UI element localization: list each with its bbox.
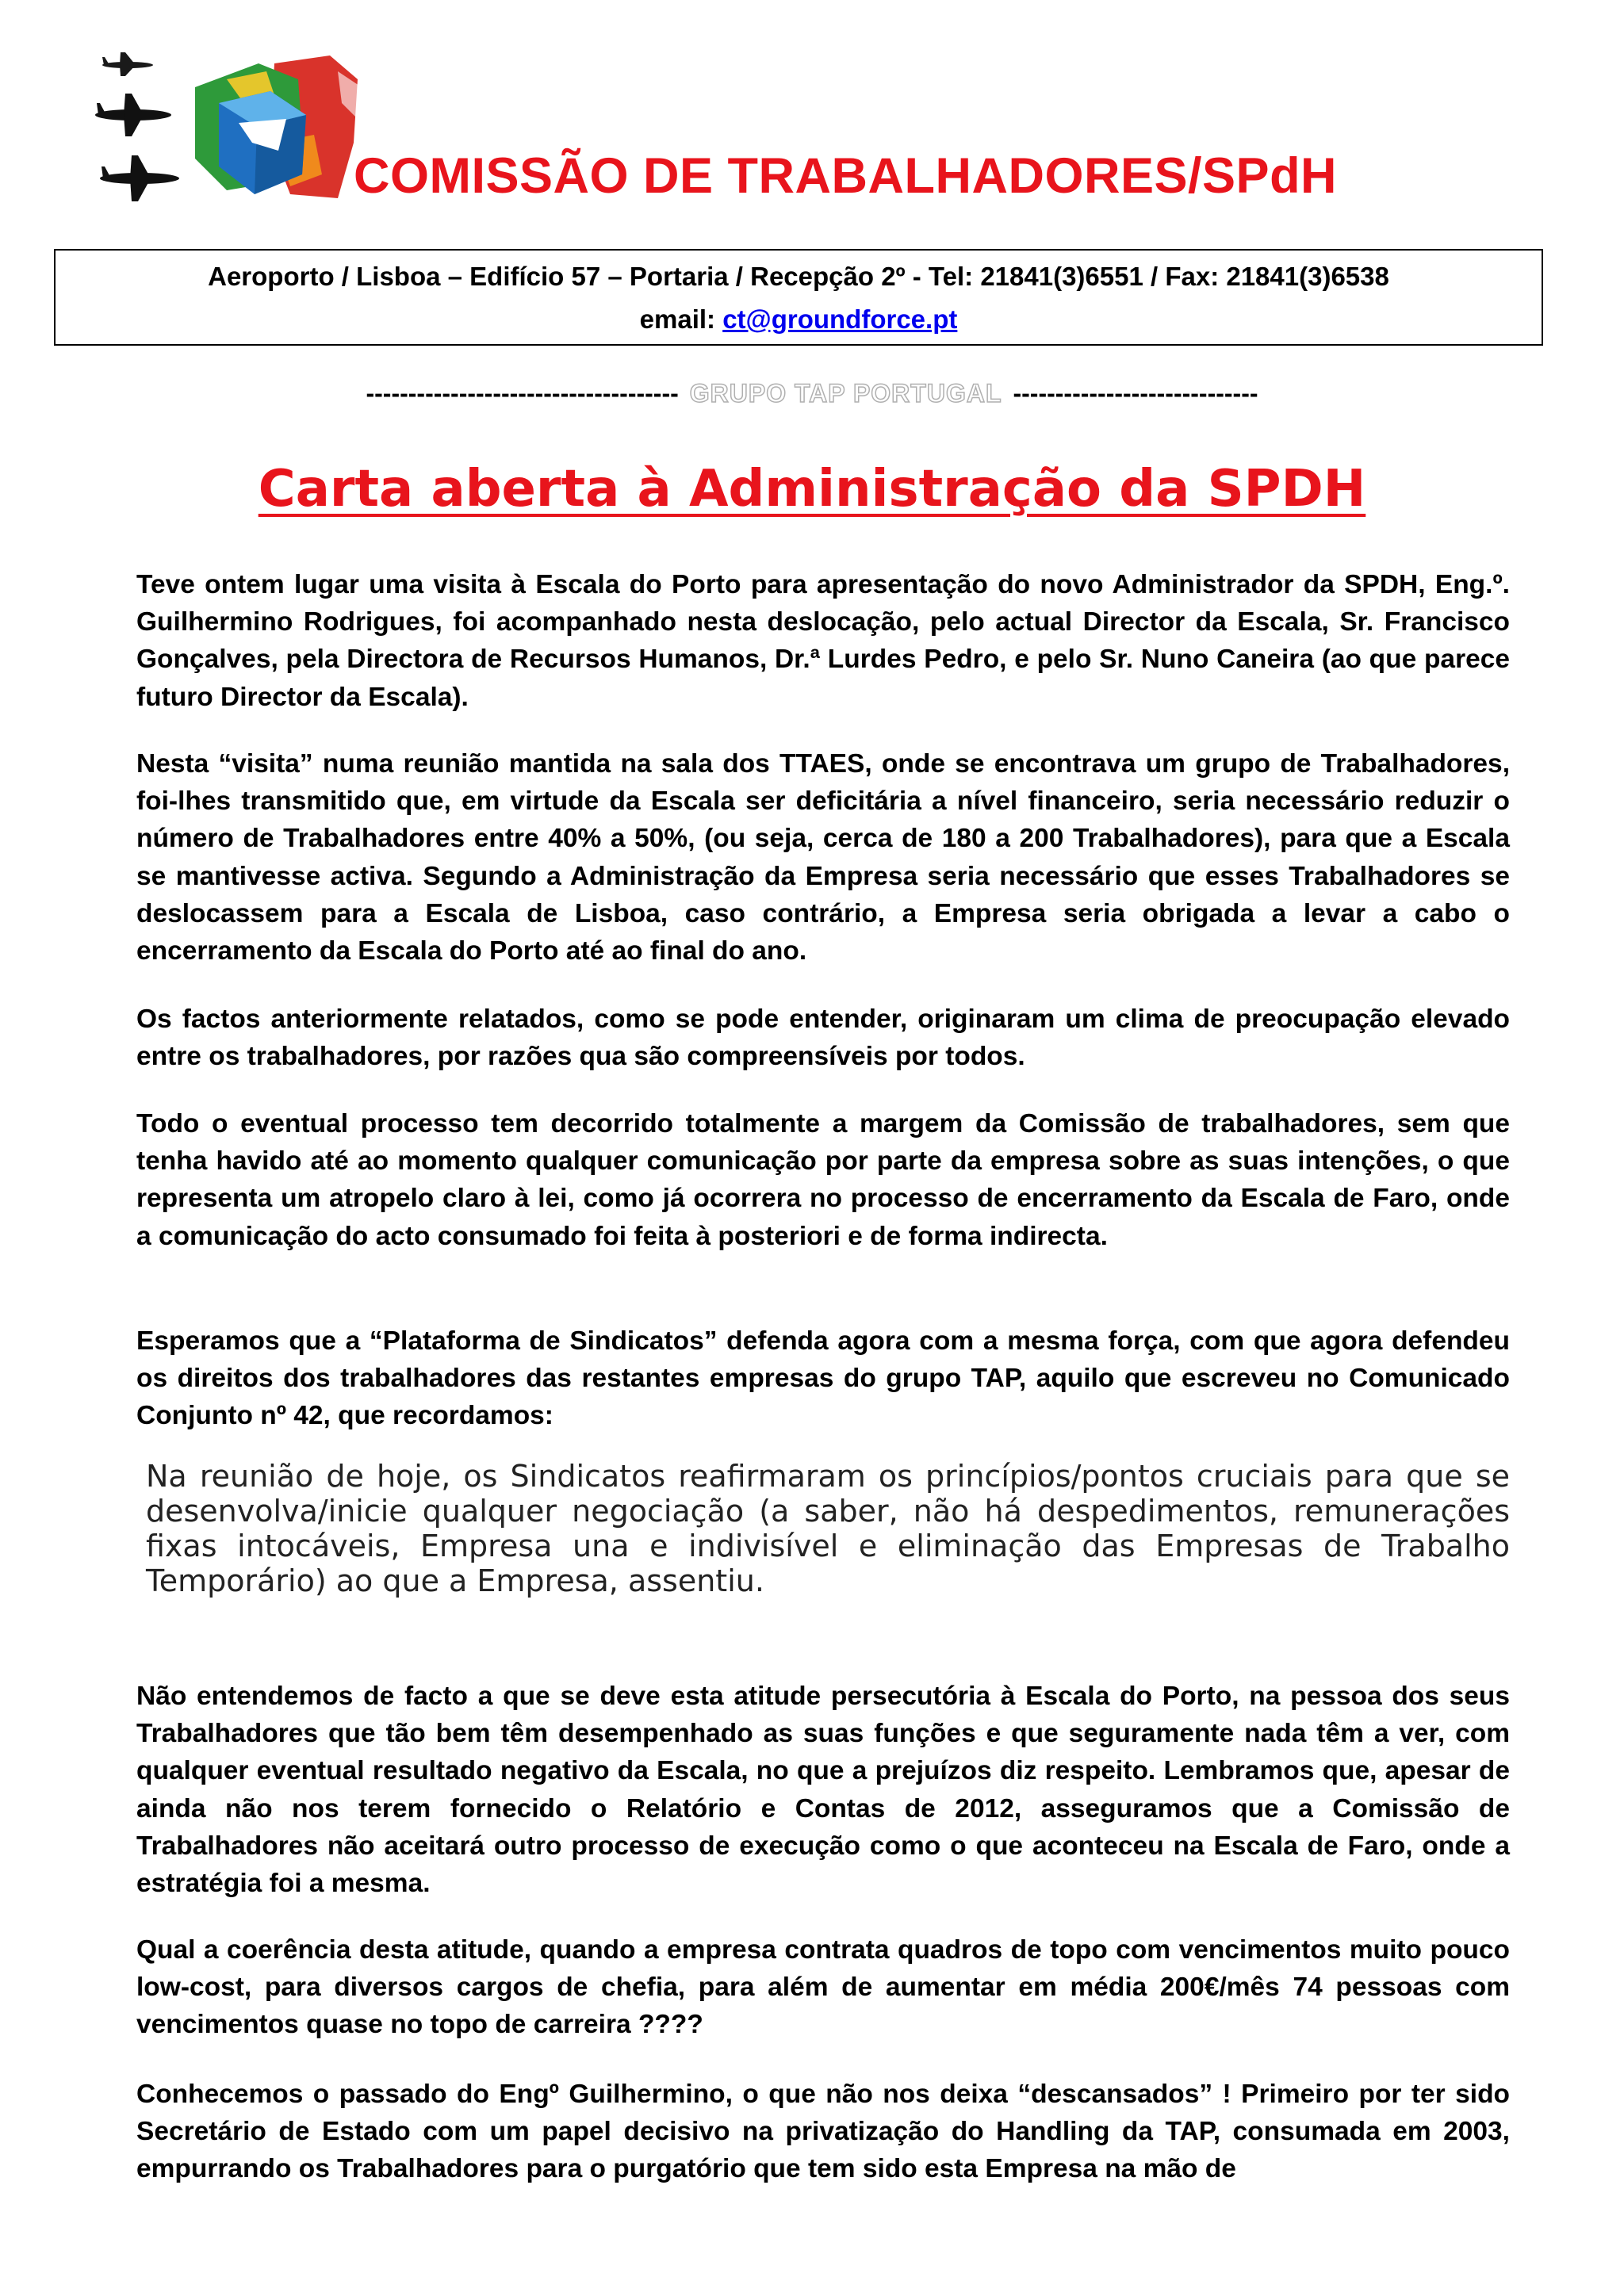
group-separator (0, 379, 1624, 408)
paragraph-4: Todo o eventual processo tem decorrido totalmente a margem da Comissão de trabalhadores, sem que tenha havido até ao momento qualquer comunicação por parte da empresa sobre as suas intenções, o que representa um atropelo claro à lei, como já ocorrera no processo de encerramento da Escala de Faro, onde a comunicação do acto consumado foi feita à posteriori e de forma indirecta. (136, 1109, 1510, 1251)
separator-dashes-right: ----------------------------- (1013, 379, 1258, 408)
paragraph-5: Esperamos que a “Plataforma de Sindicatos” defenda agora com a mesma força, com que agora defendeu os direitos dos trabalhadores das restantes empresas do grupo TAP, aquilo que escreveu no Comunicado Conjunto nº 42, que recordamos: (136, 1326, 1510, 1431)
paragraph-6: Não entendemos de facto a que se deve esta atitude persecutória à Escala do Porto, na pessoa dos seus Trabalhadores que tão bem têm desempenhado as suas funções e que seguramente nada têm a ver, com qualquer eventual resultado negativo da Escala, no que a prejuízos diz respeito. Lembramos que, apesar de ainda não nos terem fornecido o Relatório e Contas de 2012, asseguramos que a Comissão de Trabalhadores não aceitará outro processo de execução como o que aconteceu na Escala de Faro, onde a estratégia foi a mesma. (136, 1682, 1510, 1899)
paragraph-8: Conhecemos o passado do Engº Guilhermino, o que não nos deixa “descansados” ! Primeiro por ter sido Secretário de Estado com um papel decisivo na privatização do Handling da TAP, consumada em 2003, empurrando os Trabalhadores para o purgatório que tem sido esta Empresa na mão de (136, 2080, 1510, 2184)
contact-info-box (54, 249, 1543, 346)
document-title: Carta aberta à Administração da SPDH (258, 460, 1366, 519)
paragraph-2: Nesta “visita” numa reunião mantida na sala dos TTAES, onde se encontrava um grupo de Trabalhadores, foi-lhes transmitido que, em virtude da Escala ser deficitária a nível financeiro, seria necessário reduzir o número de Trabalhadores entre 40% a 50%, (ou seja, cerca de 180 a 200 Trabalhadores), para que a Escala se mantivesse activa. Segundo a Administração da Empresa seria necessário que esses Trabalhadores se deslocassem para a Escala de Lisboa, caso contrário, a Empresa seria obrigada a levar a cabo o encerramento da Escala do Porto até ao final do ano. (136, 749, 1510, 966)
paragraph-1: Teve ontem lugar uma visita à Escala do Porto para apresentação do novo Administrador da SPDH, Eng.º. Guilhermino Rodrigues, foi acompanhado nesta deslocação, pelo actual Director da Escala, Sr. Francisco Gonçalves, pela Directora de Recursos Humanos, Dr.ª Lurdes Pedro, e pelo Sr. Nuno Caneira (ao que parece futuro Director da Escala). (136, 570, 1510, 712)
contact-line: Aeroporto / Lisboa – Edifício 57 – Portaria / Recepção 2º - Tel: 21841(3)6551 / Fax: 21841(3)6538 (208, 262, 1389, 291)
email-line (56, 304, 1542, 335)
organization-logo (76, 48, 377, 206)
separator-dashes-left: ------------------------------------- (366, 379, 679, 408)
group-name: GRUPO TAP PORTUGAL (689, 379, 1002, 408)
airplane-icon (95, 94, 171, 136)
paragraph-7: Qual a coerência desta atitude, quando a empresa contrata quadros de topo com vencimentos muito pouco low-cost, para diversos cargos de chefia, para além de aumentar em média 200€/mês 74 pessoas com vencimentos quase no topo de carreira ???? (136, 1935, 1510, 2040)
organization-title: COMISSÃO DE TRABALHADORES/SPdH (354, 148, 1338, 204)
email-label: email: (639, 304, 716, 334)
airplane-icon (102, 52, 153, 76)
quoted-statement: Na reunião de hoje, os Sindicatos reafirmaram os princípios/pontos cruciais para que se desenvolva/inicie qualquer negociação (a saber, não há despedimentos, remunerações fixas intocáveis, Empresa una e indivisível e eliminação das Empresas de Trabalho Temporário) ao que a Empresa, assentiu. (146, 1459, 1510, 1598)
email-link[interactable]: ct@groundforce.pt (722, 304, 958, 334)
airplane-icon (100, 155, 179, 201)
paragraph-3: Os factos anteriormente relatados, como se pode entender, originaram um clima de preocupação elevado entre os trabalhadores, por razões qua são compreensíveis por todos. (136, 1004, 1510, 1072)
